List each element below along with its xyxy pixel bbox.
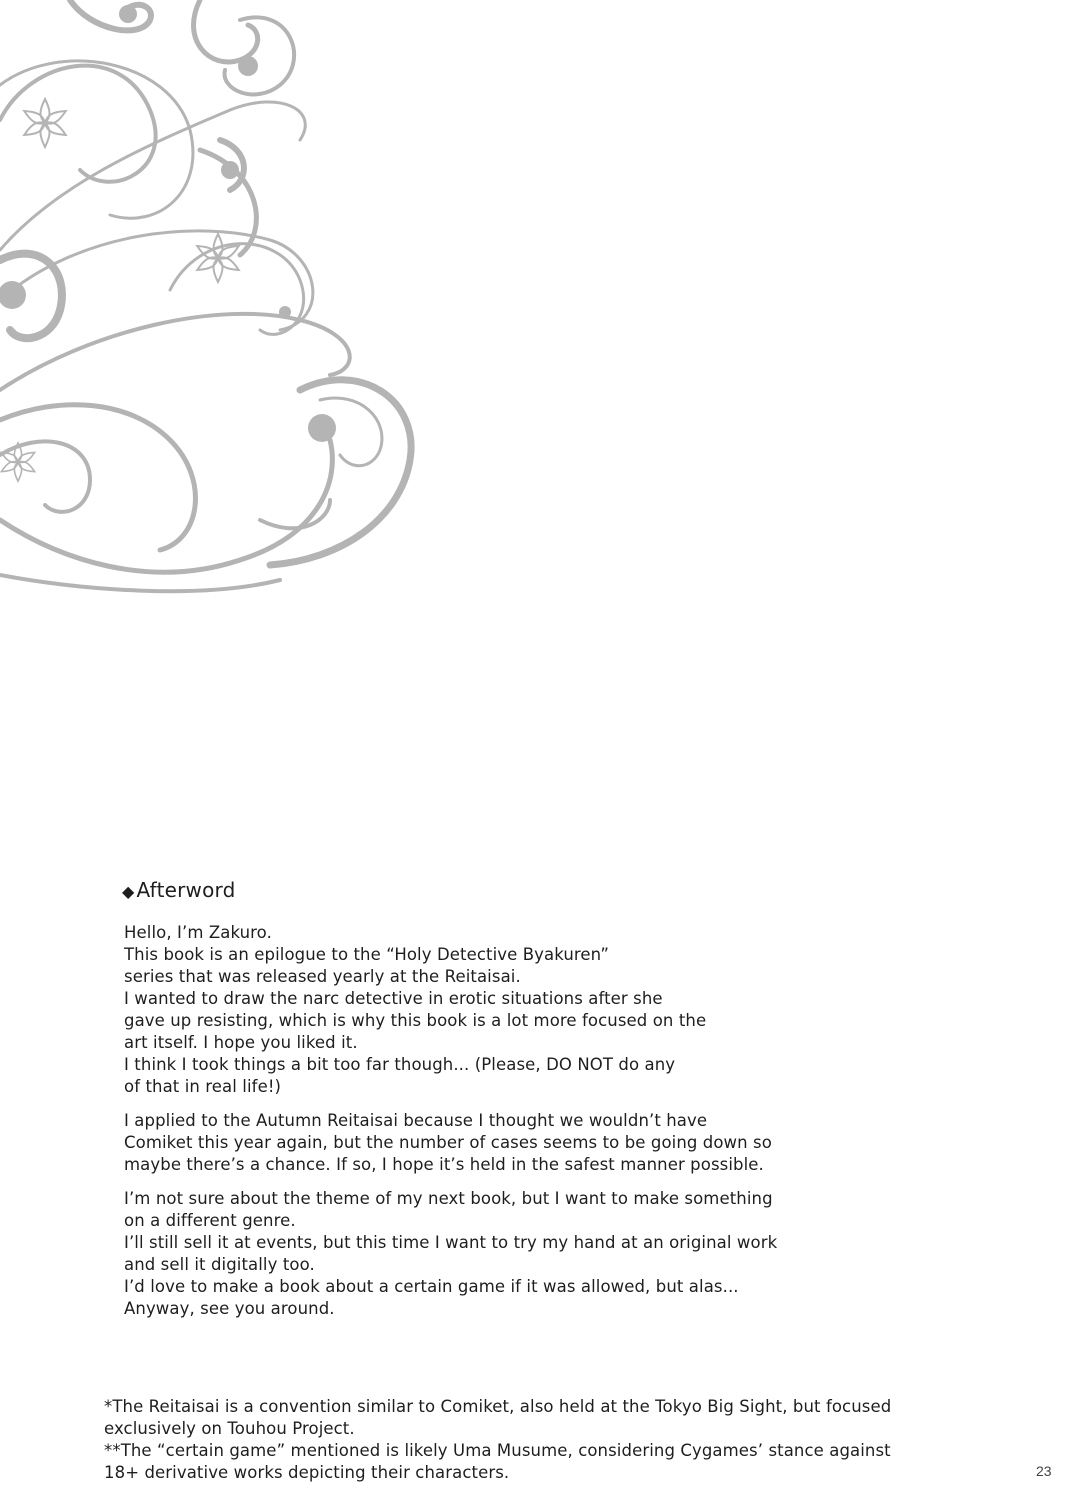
afterword-heading: [122, 876, 822, 906]
page-number: 23: [1036, 1463, 1052, 1479]
footnote-line: **The “certain game” mentioned is likely Uma Musume, considering Cygames’ stance against: [104, 1441, 891, 1460]
text-line: series that was released yearly at the Reitaisai.: [124, 967, 521, 986]
text-line: I’ll still sell it at events, but this time I want to try my hand at an original work: [124, 1233, 778, 1252]
text-line: art itself. I hope you liked it.: [124, 1033, 358, 1052]
afterword-paragraph-3: [124, 1188, 822, 1320]
footnote-line: *The Reitaisai is a convention similar to Comiket, also held at the Tokyo Big Sight, but focused: [104, 1397, 892, 1416]
text-line: I wanted to draw the narc detective in erotic situations after she: [124, 989, 663, 1008]
afterword-paragraph-1: [124, 922, 822, 1098]
text-line: of that in real life!): [124, 1077, 282, 1096]
text-line: Hello, I’m Zakuro.: [124, 923, 272, 942]
afterword-title: Afterword: [136, 878, 236, 902]
footnote-line: exclusively on Touhou Project.: [104, 1419, 355, 1438]
footnote-line: 18+ derivative works depicting their characters.: [104, 1463, 510, 1482]
text-line: I’m not sure about the theme of my next book, but I want to make something: [124, 1189, 773, 1208]
text-line: I think I took things a bit too far though... (Please, DO NOT do any: [124, 1055, 676, 1074]
footnotes: [104, 1396, 984, 1484]
floral-swirl-ornament-icon: [0, 0, 440, 600]
text-line: Anyway, see you around.: [124, 1299, 335, 1318]
text-line: This book is an epilogue to the “Holy Detective Byakuren”: [124, 945, 609, 964]
text-line: maybe there’s a chance. If so, I hope it’s held in the safest manner possible.: [124, 1155, 764, 1174]
text-line: I’d love to make a book about a certain game if it was allowed, but alas...: [124, 1277, 739, 1296]
text-line: gave up resisting, which is why this book is a lot more focused on the: [124, 1011, 707, 1030]
text-line: I applied to the Autumn Reitaisai because I thought we wouldn’t have: [124, 1111, 708, 1130]
afterword-section: [122, 876, 822, 1332]
afterword-paragraph-2: [124, 1110, 822, 1176]
text-line: Comiket this year again, but the number of cases seems to be going down so: [124, 1133, 772, 1152]
text-line: on a different genre.: [124, 1211, 296, 1230]
diamond-bullet-icon: ◆: [122, 882, 135, 901]
text-line: and sell it digitally too.: [124, 1255, 315, 1274]
